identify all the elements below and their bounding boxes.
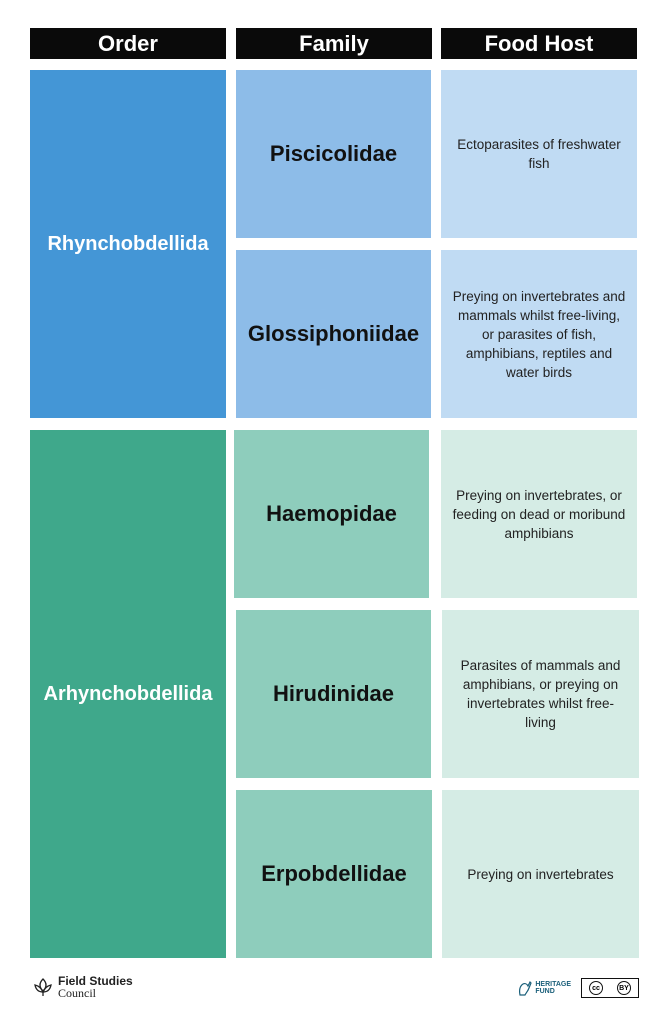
family-glossiphoniidae: Glossiphoniidae bbox=[236, 250, 431, 418]
food-host-header: Food Host bbox=[441, 28, 637, 59]
host-piscicolidae: Ectoparasites of freshwater fish bbox=[441, 70, 637, 238]
cc-by-license-badge bbox=[581, 978, 639, 998]
family-piscicolidae: Piscicolidae bbox=[236, 70, 431, 238]
host-haemopidae: Preying on invertebrates, or feeding on dead or moribund amphibians bbox=[441, 430, 637, 598]
host-hirudinidae: Parasites of mammals and amphibians, or preying on invertebrates whilst free-living bbox=[442, 610, 639, 778]
org-name-line2: Council bbox=[58, 986, 96, 1000]
by-icon: BY bbox=[617, 981, 631, 995]
order-rhynchobdellida: Rhynchobdellida bbox=[30, 70, 226, 418]
fund-name-line2: FUND bbox=[535, 988, 555, 995]
cc-icon: cc bbox=[589, 981, 603, 995]
org-name-line1: Field Studies bbox=[58, 974, 133, 988]
family-haemopidae: Haemopidae bbox=[234, 430, 429, 598]
heritage-fund-logo bbox=[517, 979, 571, 997]
family-erpobdellidae: Erpobdellidae bbox=[236, 790, 432, 958]
order-header: Order bbox=[30, 28, 226, 59]
fund-name-line1: HERITAGE bbox=[535, 981, 571, 988]
leaf-icon bbox=[32, 977, 54, 997]
family-hirudinidae: Hirudinidae bbox=[236, 610, 431, 778]
field-studies-council-logo bbox=[32, 975, 133, 999]
hand-icon bbox=[517, 979, 533, 997]
host-glossiphoniidae: Preying on invertebrates and mammals whilst free-living, or parasites of fish, amphibians, reptiles and water birds bbox=[441, 250, 637, 418]
family-header: Family bbox=[236, 28, 432, 59]
host-erpobdellidae: Preying on invertebrates bbox=[442, 790, 639, 958]
order-arhynchobdellida: Arhynchobdellida bbox=[30, 430, 226, 958]
